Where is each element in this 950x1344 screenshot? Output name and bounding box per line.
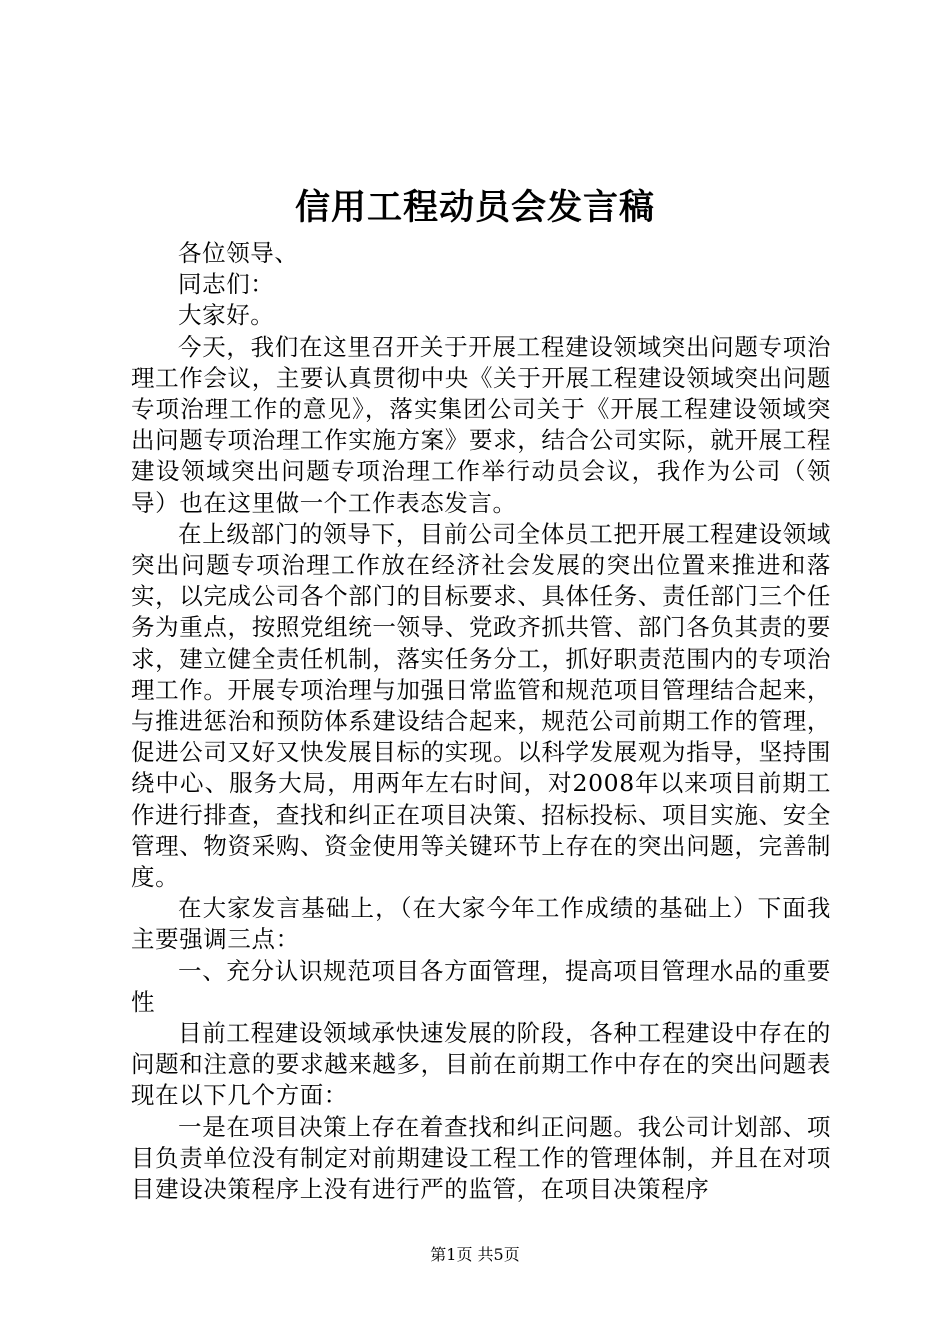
section-heading-one: 一、充分认识规范项目各方面管理，提高项目管理水品的重要性 [131,956,831,1016]
paragraph-problems: 目前工程建设领域承快速发展的阶段，各种工程建设中存在的问题和注意的要求越来越多，目前在前期工作中存在的突出问题表现在以下几个方面： [131,1019,831,1110]
paragraph-progress: 在上级部门的领导下，目前公司全体员工把开展工程建设领域突出问题专项治理工作放在经济社会发展的突出位置来推进和落实，以完成公司各个部门的目标要求、具体任务、责任部门三个任务为重点，按照党组统一领导、党政齐抓共管、部门各负其责的要求，建立健全责任机制，落实任务分工，抓好职责范围内的专项治理工作。开展专项治理与加强日常监管和规范项目管理结合起来，与推进惩治和预防体系建设结合起来，规范公司前期工作的管理，促进公司又好又快发展目标的实现。以科学发展观为指导，坚持围绕中心、服务大局，用两年左右时间，对2008年以来项目前期工作进行排查，查找和纠正在项目决策、招标投标、项目实施、安全管理、物资采购、资金使用等关键环节上存在的突出问题，完善制度。 [131,519,831,892]
paragraph-three-points: 在大家发言基础上，（在大家今年工作成绩的基础上）下面我主要强调三点： [131,894,831,954]
greeting: 大家好。 [178,301,275,330]
salutation-comrades: 同志们： [178,270,275,299]
page-footer: 第1页 共5页 [430,1245,520,1264]
document-title: 信用工程动员会发言稿 [294,187,655,228]
paragraph-decision: 一是在项目决策上存在着查找和纠正问题。我公司计划部、项目负责单位没有制定对前期建设工程工作的管理体制，并且在对项目建设决策程序上没有进行严的监管，在项目决策程序 [131,1112,831,1204]
paragraph-intro: 今天，我们在这里召开关于开展工程建设领域突出问题专项治理工作会议，主要认真贯彻中央《关于开展工程建设领域突出问题专项治理工作的意见》，落实集团公司关于《开展工程建设领域突出问题专项治理工作实施方案》要求，结合公司实际，就开展工程建设领域突出问题专项治理工作举行动员会议，我作为公司（领导）也在这里做一个工作表态发言。 [131,332,831,517]
document-body [131,238,831,1205]
salutation-leaders: 各位领导、 [178,239,299,267]
